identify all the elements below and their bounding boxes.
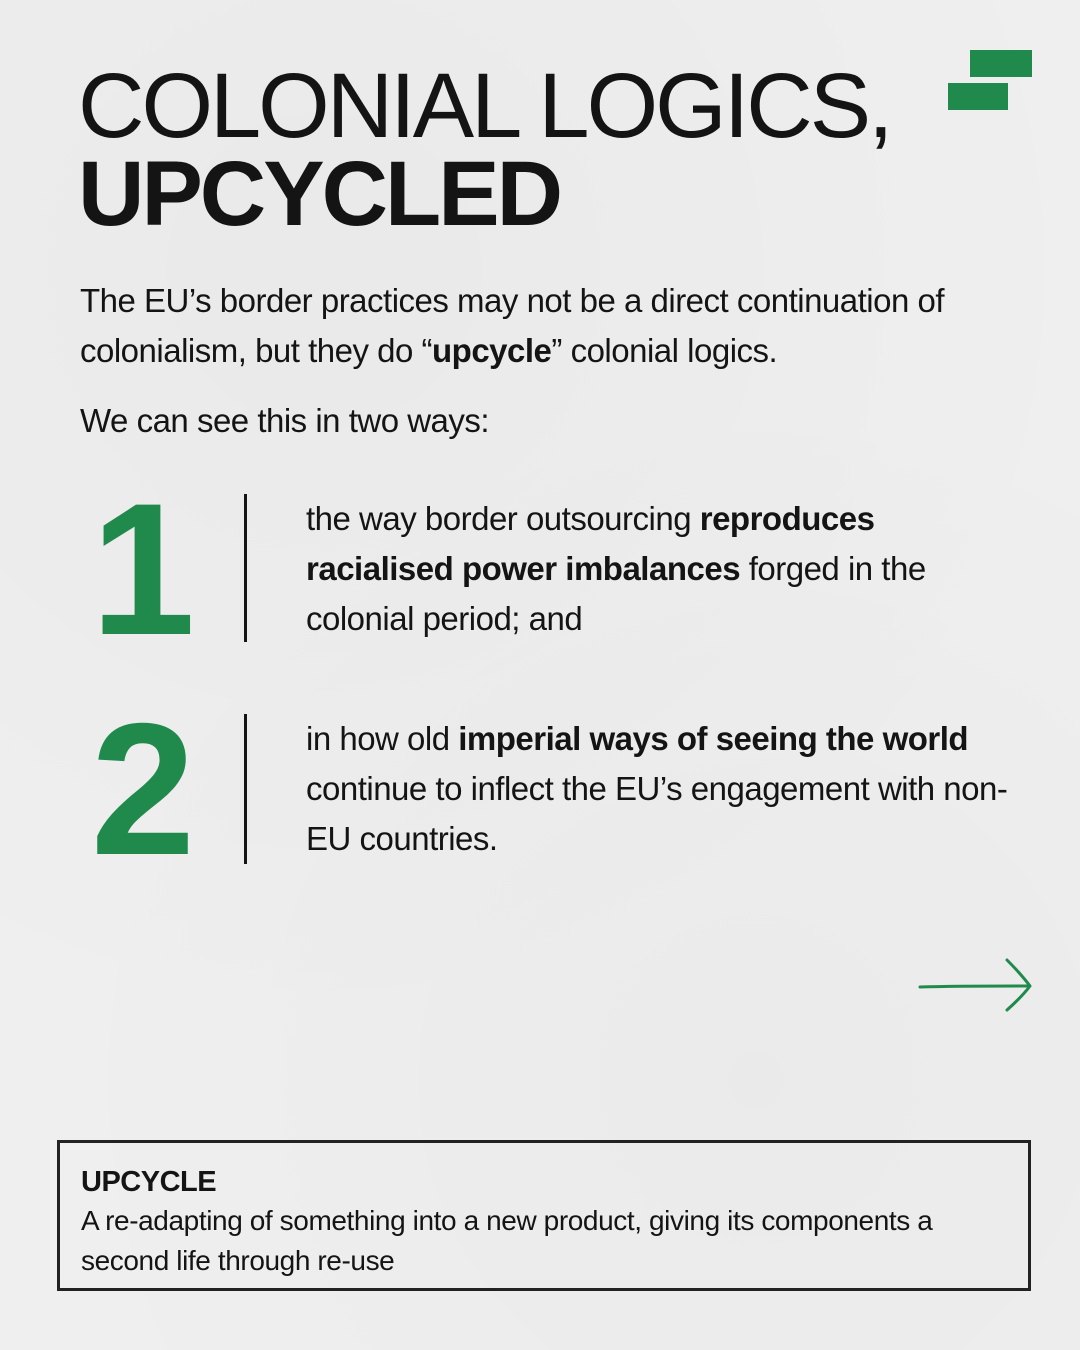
point-1-number: 1 — [90, 464, 196, 674]
point-2-divider — [244, 714, 247, 864]
stacked-bars-logo — [948, 50, 1032, 112]
definition-meaning: A re-adapting of something into a new product, giving its components a second life through re-use — [81, 1205, 933, 1276]
point-1-emphasis: reproduces racialised power imbalances — [306, 500, 875, 587]
arrow-right-icon-graphic — [916, 956, 1036, 1016]
arrow-right-icon[interactable] — [916, 956, 1036, 1016]
intro-text-start: The EU’s border practices may not be a direct continuation of colonialism, but they do “ — [80, 282, 945, 369]
point-2-text — [306, 714, 1026, 864]
intro-text-end: ” colonial logics. — [551, 332, 778, 369]
point-1-text-start: the way border outsourcing — [306, 500, 700, 537]
point-2 — [78, 684, 1038, 894]
point-2-emphasis: imperial ways of seeing the world — [458, 720, 969, 757]
lead-sentence: We can see this in two ways: — [80, 402, 490, 439]
point-1-text — [306, 494, 1026, 644]
intro-paragraph — [80, 276, 1030, 376]
definition-box — [57, 1140, 1031, 1291]
point-1 — [78, 464, 1038, 674]
title-line-2: UPCYCLED — [78, 143, 561, 245]
intro-emphasis: upcycle — [432, 332, 552, 369]
page-title — [78, 55, 938, 245]
point-1-text-end: forged in the colonial period; and — [306, 550, 926, 637]
point-2-text-start: in how old — [306, 720, 459, 757]
point-2-number: 2 — [90, 684, 196, 894]
logo-bar-top — [970, 50, 1032, 77]
logo-bar-bottom — [948, 83, 1008, 110]
point-2-text-end: continue to inflect the EU’s engagement with non-EU countries. — [306, 770, 1008, 857]
point-1-divider — [244, 494, 247, 642]
title-line-1: COLONIAL LOGICS, — [78, 55, 891, 157]
definition-term: UPCYCLE — [81, 1166, 217, 1198]
